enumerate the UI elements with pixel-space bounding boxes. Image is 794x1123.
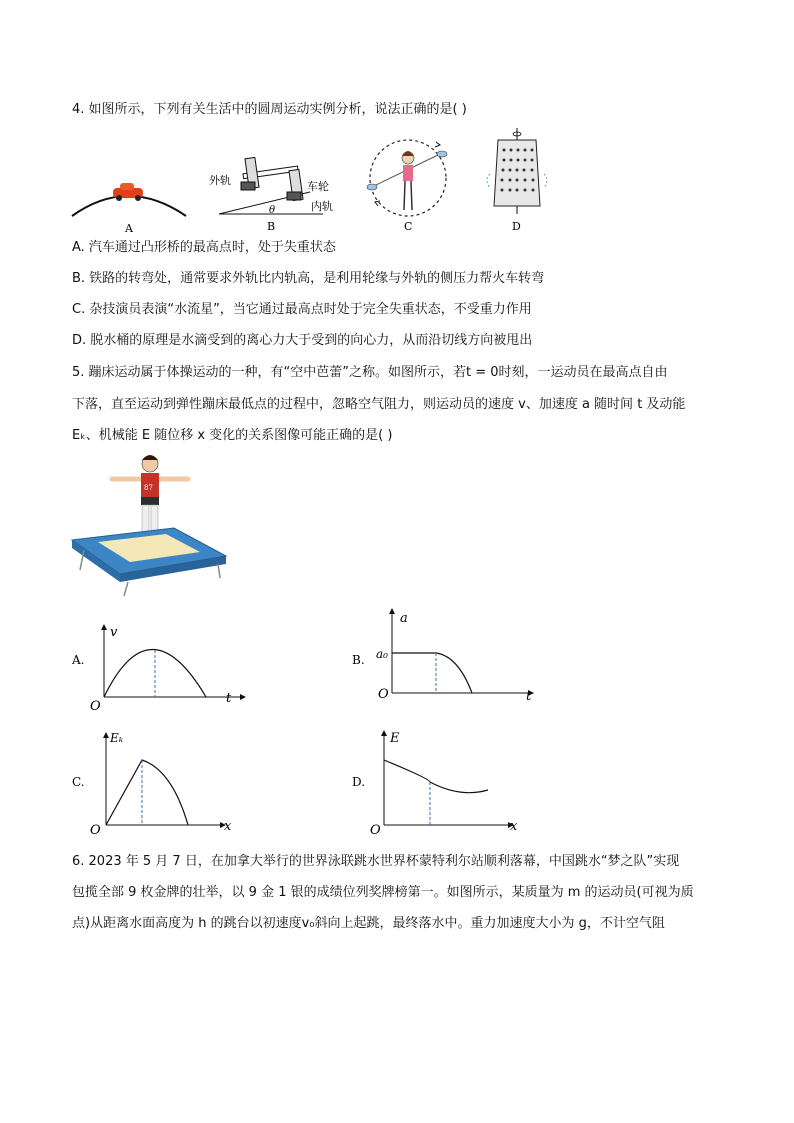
q5-line-3: Eₖ、机械能 E 随位移 x 变化的关系图像可能正确的是( ): [72, 428, 393, 443]
graph-c-origin: O: [90, 823, 101, 836]
graph-a-y-label: v: [110, 625, 118, 640]
theta-label: θ: [269, 205, 276, 216]
q6-line-1: 6. 2023 年 5 月 7 日，在加拿大举行的世界泳联跳水世界杯蒙特利尔站顺利落幕，中国跳水“梦之队”实现: [72, 854, 680, 869]
graph-d-e-x: [350, 724, 540, 836]
graph-c-x-label: x: [224, 819, 232, 834]
graph-d-option: D.: [352, 775, 366, 789]
graph-a-origin: O: [90, 699, 101, 714]
fig-a-label: A: [125, 222, 133, 235]
athlete-bib: 87: [144, 484, 153, 492]
graph-b-y-label: a: [400, 611, 408, 626]
graph-a-option: A.: [72, 653, 85, 667]
graph-d-x-label: x: [510, 819, 518, 834]
fig-d-label: D: [512, 220, 521, 233]
figure-b-rail-curve: [205, 150, 340, 238]
q4-option-c: C. 杂技演员表演“水流星”，当它通过最高点时处于完全失重状态，不受重力作用: [72, 302, 532, 317]
trampoline-illustration: [70, 452, 230, 598]
graph-c-ek-x: [70, 728, 240, 836]
graph-a-v-t: [70, 622, 250, 714]
q6-line-2: 包揽全部 9 枚金牌的壮举，以 9 金 1 银的成绩位列奖牌榜第一。如图所示，某质量为 m 的运动员(可视为质: [72, 885, 694, 900]
outer-rail-label: 外轨: [209, 174, 231, 187]
graph-b-x-label: t: [526, 689, 532, 704]
q5-line-2: 下落，直至运动到弹性蹦床最低点的过程中，忽略空气阻力，则运动员的速度 v、加速度 a 随时间 t 及动能: [72, 397, 686, 412]
graph-b-option: B.: [352, 653, 365, 667]
q4-stem: 4. 如图所示，下列有关生活中的圆周运动实例分析，说法正确的是( ): [72, 102, 467, 117]
q4-option-d: D. 脱水桶的原理是水滴受到的离心力大于受到的向心力，从而沿切线方向被甩出: [72, 333, 533, 348]
graph-b-a0-mark: a₀: [376, 647, 388, 661]
figure-a-car-bridge: [68, 178, 193, 238]
q4-option-b: B. 铁路的转弯处，通常要求外轨比内轨高，是利用轮缘与外轨的侧压力帮火车转弯: [72, 271, 545, 286]
graph-d-origin: O: [370, 823, 381, 836]
graph-c-y-label: Eₖ: [110, 731, 124, 745]
fig-c-label: C: [404, 220, 413, 233]
fig-b-label: B: [267, 220, 276, 233]
inner-rail-label: 内轨: [311, 200, 333, 213]
graph-a-x-label: t: [226, 691, 232, 706]
graph-b-origin: O: [378, 687, 389, 702]
figure-c-water-meteor: [358, 136, 458, 238]
graph-c-option: C.: [72, 775, 85, 789]
q4-option-a: A. 汽车通过凸形桥的最高点时，处于失重状态: [72, 240, 336, 255]
graph-d-y-label: E: [390, 731, 400, 746]
graph-b-a-t: [350, 604, 540, 714]
q6-line-3: 点)从距离水面高度为 h 的跳台以初速度v₀斜向上起跳，最终落水中。重力加速度大小为 g，不计空气阻: [72, 916, 665, 931]
wheel-label: 车轮: [307, 180, 329, 193]
q5-line-1: 5. 蹦床运动属于体操运动的一种，有“空中芭蕾”之称。如图所示，若t = 0时刻，一运动员在最高点自由: [72, 365, 668, 380]
figure-d-spin-dryer: [476, 124, 558, 238]
